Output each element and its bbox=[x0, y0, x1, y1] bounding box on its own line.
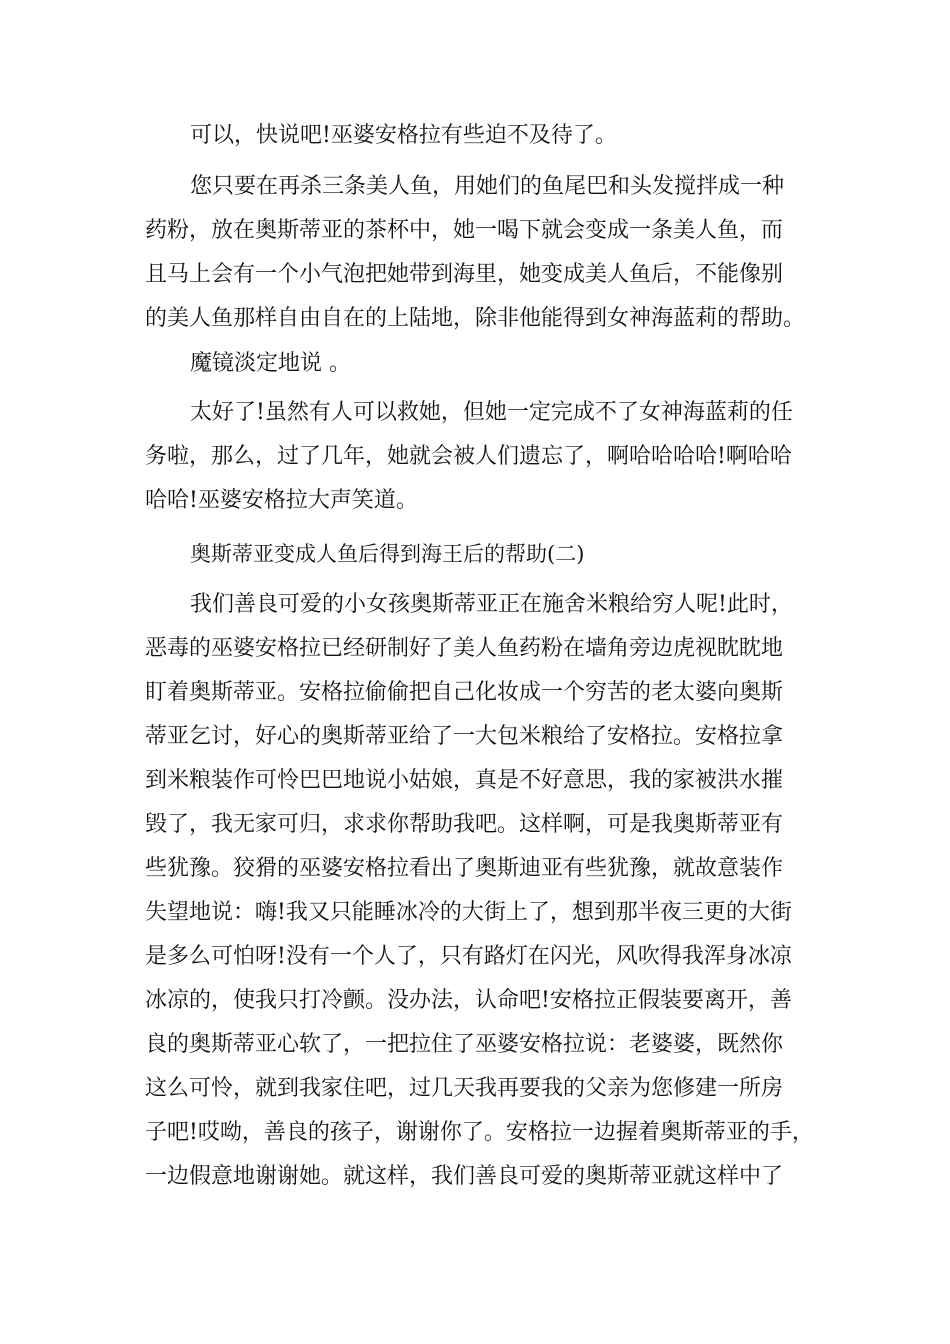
text-line: 太好了!虽然有人可以救她，但她一定完成不了女神海蓝莉的任 bbox=[190, 400, 793, 425]
text-line: 且马上会有一个小气泡把她带到海里，她变成美人鱼后，不能像别 bbox=[145, 262, 784, 287]
text-line: 些犹豫。狡猾的巫婆安格拉看出了奥斯迪亚有些犹豫，就故意装作 bbox=[145, 856, 784, 881]
text-line: 务啦，那么，过了几年，她就会被人们遗忘了，啊哈哈哈哈!啊哈哈 bbox=[145, 444, 792, 469]
text-line: 良的奥斯蒂亚心软了，一把拉住了巫婆安格拉说：老婆婆，既然你 bbox=[145, 1032, 784, 1057]
text-line: 哈哈!巫婆安格拉大声笑道。 bbox=[145, 488, 418, 513]
text-line: 一边假意地谢谢她。就这样，我们善良可爱的奥斯蒂亚就这样中了 bbox=[145, 1164, 784, 1189]
text-line: 盯着奥斯蒂亚。安格拉偷偷把自己化妆成一个穷苦的老太婆向奥斯 bbox=[145, 680, 784, 705]
text-line: 子吧!哎呦，善良的孩子，谢谢你了。安格拉一边握着奥斯蒂亚的手， bbox=[145, 1120, 814, 1145]
text-line: 我们善良可爱的小女孩奥斯蒂亚正在施舍米粮给穷人呢!此时， bbox=[190, 592, 793, 617]
text-line: 蒂亚乞讨，好心的奥斯蒂亚给了一大包米粮给了安格拉。安格拉拿 bbox=[145, 724, 784, 749]
text-line: 魔镜淡定地说 。 bbox=[190, 351, 351, 376]
text-line: 药粉，放在奥斯蒂亚的茶杯中，她一喝下就会变成一条美人鱼，而 bbox=[145, 218, 784, 243]
text-line: 失望地说：嗨!我又只能睡冰冷的大街上了，想到那半夜三更的大街 bbox=[145, 900, 792, 925]
text-line: 到米粮装作可怜巴巴地说小姑娘，真是不好意思，我的家被洪水摧 bbox=[145, 768, 784, 793]
text-line: 的美人鱼那样自由自在的上陆地，除非他能得到女神海蓝莉的帮助。 bbox=[145, 306, 806, 331]
text-line: 毁了，我无家可归，求求你帮助我吧。这样啊，可是我奥斯蒂亚有 bbox=[145, 812, 784, 837]
section-heading: 奥斯蒂亚变成人鱼后得到海王后的帮助(二) bbox=[190, 542, 585, 566]
text-line: 您只要在再杀三条美人鱼，用她们的鱼尾巴和头发搅拌成一种 bbox=[190, 174, 785, 199]
text-line: 冰凉的，使我只打冷颤。没办法，认命吧!安格拉正假装要离开，善 bbox=[145, 988, 792, 1013]
text-line: 恶毒的巫婆安格拉已经研制好了美人鱼药粉在墙角旁边虎视眈眈地 bbox=[145, 636, 784, 661]
text-line: 可以，快说吧!巫婆安格拉有些迫不及待了。 bbox=[190, 123, 617, 148]
text-line: 是多么可怕呀!没有一个人了，只有路灯在闪光，风吹得我浑身冰凉 bbox=[145, 944, 792, 969]
text-line: 这么可怜，就到我家住吧，过几天我再要我的父亲为您修建一所房 bbox=[145, 1076, 784, 1101]
